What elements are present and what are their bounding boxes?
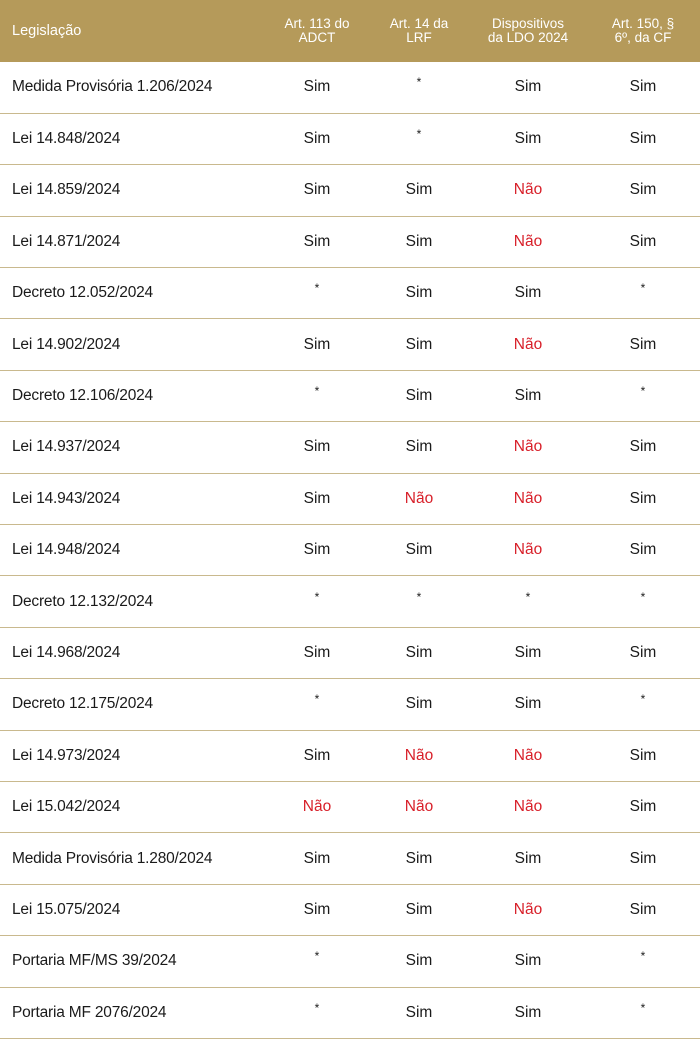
legislation-name: Lei 14.948/2024 [0,525,266,576]
cell-sim: Sim [470,936,586,987]
cell-sim: Sim [368,165,470,216]
cell-nao: Não [470,884,586,935]
asterisk-mark: * [640,281,646,296]
cell-asterisk [586,987,700,1038]
asterisk-mark: * [525,589,531,604]
cell-asterisk [368,113,470,164]
cell-sim: Sim [266,62,368,113]
asterisk-mark: * [416,127,422,142]
table-row [0,781,700,832]
legislation-name: Decreto 12.132/2024 [0,576,266,627]
cell-nao: Não [470,319,586,370]
cell-sim: Sim [368,319,470,370]
header-dispositivos-ldo [470,0,586,62]
cell-sim: Sim [368,884,470,935]
table-row [0,62,700,113]
cell-asterisk [266,679,368,730]
cell-sim: Sim [266,113,368,164]
asterisk-mark: * [314,589,320,604]
legislation-name: Lei 14.871/2024 [0,216,266,267]
cell-asterisk [266,936,368,987]
header-line-1: Dispositivos [491,16,565,31]
table-row [0,936,700,987]
legislation-name: Lei 14.968/2024 [0,627,266,678]
cell-sim: Sim [586,884,700,935]
cell-asterisk [266,576,368,627]
asterisk-mark: * [314,1000,320,1015]
cell-sim: Sim [368,627,470,678]
cell-sim: Sim [586,62,700,113]
legislation-name: Lei 14.973/2024 [0,730,266,781]
legislation-name: Lei 15.042/2024 [0,781,266,832]
header-art113-adct [266,0,368,62]
cell-sim: Sim [470,268,586,319]
asterisk-mark: * [314,692,320,707]
cell-sim: Sim [470,113,586,164]
cell-sim: Sim [266,216,368,267]
cell-asterisk [586,936,700,987]
legislation-name: Lei 15.075/2024 [0,884,266,935]
cell-sim: Sim [266,422,368,473]
asterisk-mark: * [640,589,646,604]
asterisk-mark: * [416,75,422,90]
cell-sim: Sim [368,525,470,576]
cell-asterisk [470,576,586,627]
table-row [0,370,700,421]
cell-nao: Não [470,216,586,267]
cell-sim: Sim [586,781,700,832]
cell-sim: Sim [266,473,368,524]
table-row [0,216,700,267]
cell-sim: Sim [266,884,368,935]
legislation-name: Lei 14.859/2024 [0,165,266,216]
cell-sim: Sim [470,987,586,1038]
table-row [0,679,700,730]
header-line-1: Art. 113 do [284,16,350,31]
table-row [0,319,700,370]
cell-sim: Sim [586,833,700,884]
cell-sim: Sim [266,730,368,781]
cell-sim: Sim [470,833,586,884]
cell-sim: Sim [266,525,368,576]
table-row [0,987,700,1038]
cell-nao: Não [470,165,586,216]
table-row [0,113,700,164]
cell-sim: Sim [368,370,470,421]
cell-asterisk [586,576,700,627]
legislation-name: Lei 14.937/2024 [0,422,266,473]
cell-sim: Sim [586,730,700,781]
table-row [0,165,700,216]
cell-sim: Sim [368,987,470,1038]
legislation-name: Lei 14.902/2024 [0,319,266,370]
cell-nao: Não [368,473,470,524]
cell-asterisk [368,576,470,627]
header-line-2: LRF [406,30,432,45]
cell-sim: Sim [368,216,470,267]
cell-nao: Não [470,525,586,576]
legislation-name: Portaria MF/MS 39/2024 [0,936,266,987]
cell-sim: Sim [266,627,368,678]
cell-nao: Não [470,781,586,832]
cell-sim: Sim [586,627,700,678]
cell-sim: Sim [586,165,700,216]
cell-sim: Sim [470,679,586,730]
table-row [0,473,700,524]
header-line-1: Legislação [12,23,82,39]
legislation-name: Lei 14.943/2024 [0,473,266,524]
table-row [0,576,700,627]
legislation-name: Decreto 12.175/2024 [0,679,266,730]
header-row [0,0,700,62]
cell-asterisk [586,679,700,730]
header-line-2: ADCT [298,30,336,45]
asterisk-mark: * [640,384,646,399]
table-row [0,422,700,473]
asterisk-mark: * [314,384,320,399]
cell-sim: Sim [368,422,470,473]
header-art14-lrf [368,0,470,62]
cell-sim: Sim [586,216,700,267]
cell-nao: Não [266,781,368,832]
asterisk-mark: * [314,949,320,964]
asterisk-mark: * [640,949,646,964]
asterisk-mark: * [640,1000,646,1015]
table-row [0,627,700,678]
cell-sim: Sim [368,833,470,884]
cell-sim: Sim [266,319,368,370]
legislation-name: Decreto 12.106/2024 [0,370,266,421]
cell-asterisk [266,370,368,421]
cell-sim: Sim [368,936,470,987]
cell-sim: Sim [368,679,470,730]
table-row [0,884,700,935]
cell-nao: Não [470,422,586,473]
legislation-name: Decreto 12.052/2024 [0,268,266,319]
table-row [0,833,700,884]
cell-sim: Sim [266,833,368,884]
table-body [0,62,700,1038]
asterisk-mark: * [640,692,646,707]
asterisk-mark: * [416,589,422,604]
legislation-name: Lei 14.848/2024 [0,113,266,164]
cell-asterisk [266,987,368,1038]
header-line-1: Art. 150, § [611,16,675,31]
cell-sim: Sim [470,370,586,421]
header-line-2: da LDO 2024 [487,30,569,45]
cell-sim: Sim [586,422,700,473]
legislation-name: Portaria MF 2076/2024 [0,987,266,1038]
table-header [0,0,700,62]
cell-sim: Sim [586,525,700,576]
table-row [0,525,700,576]
cell-nao: Não [470,730,586,781]
cell-nao: Não [470,473,586,524]
table-row [0,268,700,319]
cell-asterisk [368,62,470,113]
table-row [0,730,700,781]
cell-sim: Sim [586,473,700,524]
cell-asterisk [586,370,700,421]
cell-sim: Sim [586,113,700,164]
legislation-name: Medida Provisória 1.206/2024 [0,62,266,113]
cell-sim: Sim [266,165,368,216]
cell-nao: Não [368,781,470,832]
legislation-name: Medida Provisória 1.280/2024 [0,833,266,884]
header-line-1: Art. 14 da [389,16,449,31]
cell-nao: Não [368,730,470,781]
asterisk-mark: * [314,281,320,296]
cell-sim: Sim [470,62,586,113]
cell-sim: Sim [586,319,700,370]
cell-asterisk [586,268,700,319]
header-legislacao [0,0,266,62]
cell-sim: Sim [368,268,470,319]
cell-sim: Sim [470,627,586,678]
header-art150-cf [586,0,700,62]
header-line-2: 6º, da CF [614,30,672,45]
cell-asterisk [266,268,368,319]
